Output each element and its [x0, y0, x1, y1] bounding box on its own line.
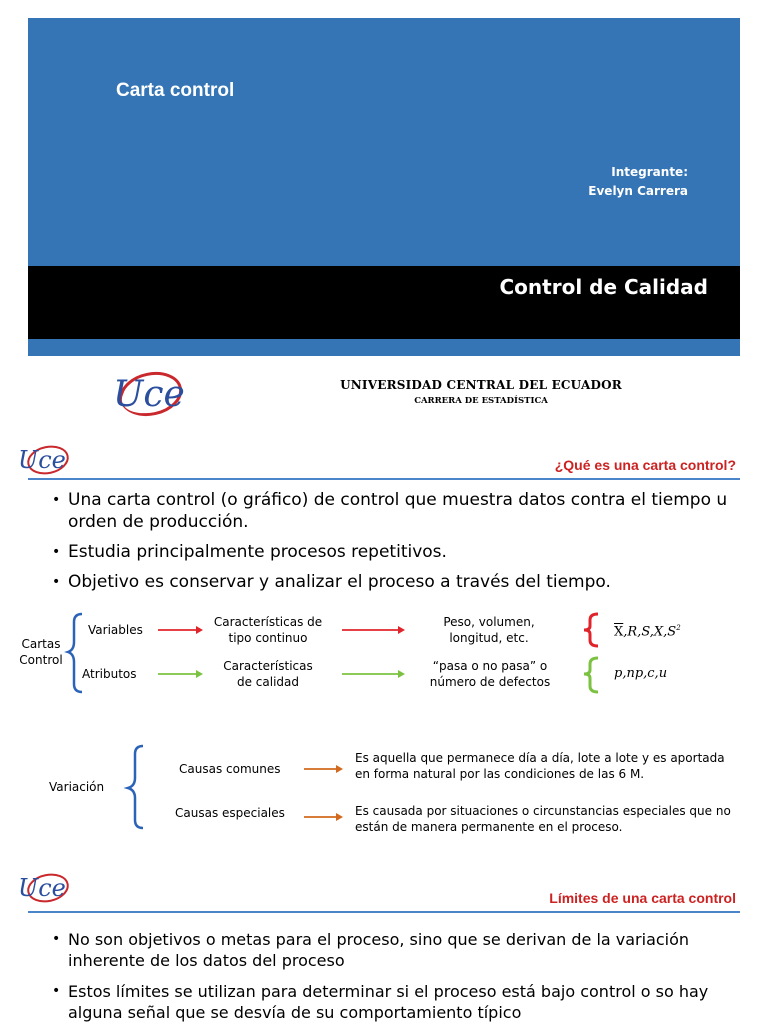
- comunes-description: Es aquella que permanece día a día, lote a lote y es aportada en forma natural por las condiciones de las 6 M.: [355, 751, 725, 781]
- uce-logo-icon: [103, 362, 187, 426]
- section-heading-limits: Límites de una carta control: [549, 890, 736, 906]
- title-slide: [28, 18, 740, 356]
- especiales-description: Es causada por situaciones o circunstancias especiales que no están de manera permanente en el proceso.: [355, 804, 731, 834]
- variables-examples: Peso, volumen, longitud, etc.: [443, 615, 535, 645]
- node-causas-especiales: Causas especiales: [175, 806, 285, 820]
- limits-bullets: [52, 929, 732, 1023]
- variables-statistics: $\overline{X},R,S,X,S^2$: [614, 624, 681, 640]
- header-divider: [28, 478, 740, 480]
- bullet-item: • No son objetivos o metas para el proceso, sino que se derivan de la variación inherente de los datos del proceso: [52, 929, 732, 971]
- atributos-examples: “pasa o no pasa” o número de defectos: [429, 659, 551, 689]
- author-block: [588, 163, 688, 201]
- node-atributos: Atributos: [82, 667, 137, 681]
- bullet-item: • Objetivo es conservar y analizar el proceso a través del tiempo.: [52, 571, 732, 593]
- header-divider: [28, 911, 740, 913]
- author-name: Evelyn Carrera: [588, 184, 688, 198]
- author-label: Integrante:: [611, 165, 688, 179]
- variation-root: Variación: [49, 780, 105, 794]
- uce-small-logo-icon: [14, 868, 70, 908]
- bullet-item: • Una carta control (o gráfico) de control que muestra datos contra el tiempo u orden de producción.: [52, 489, 732, 533]
- course-title: Control de Calidad: [499, 275, 708, 299]
- diagram-root: Cartas Control: [19, 637, 63, 667]
- uce-small-logo-icon: [14, 440, 70, 480]
- university-name: UNIVERSIDAD CENTRAL DEL ECUADOR: [340, 378, 622, 392]
- atributos-statistics: p,np,c,u: [614, 666, 668, 681]
- bullet-item: • Estos límites se utilizan para determinar si el proceso está bajo control o so hay alguna señal que se desvía de su comportamiento típico: [52, 981, 732, 1023]
- svg-text:Uce: Uce: [18, 874, 66, 902]
- svg-text:Uce: Uce: [113, 374, 185, 415]
- cartas-diagram-lines: [0, 600, 768, 710]
- section-heading-what: ¿Qué es una carta control?: [554, 457, 736, 473]
- career-name: CARRERA DE ESTADÍSTICA: [414, 396, 548, 406]
- svg-text:Uce: Uce: [18, 446, 66, 474]
- atributos-description: Características de calidad: [223, 659, 313, 689]
- definition-bullets: [52, 489, 732, 593]
- node-causas-comunes: Causas comunes: [179, 762, 281, 776]
- bullet-item: • Estudia principalmente procesos repetitivos.: [52, 541, 732, 563]
- node-variables: Variables: [88, 623, 143, 637]
- variables-description: Características de tipo continuo: [213, 615, 323, 645]
- slide-title: Carta control: [116, 80, 235, 101]
